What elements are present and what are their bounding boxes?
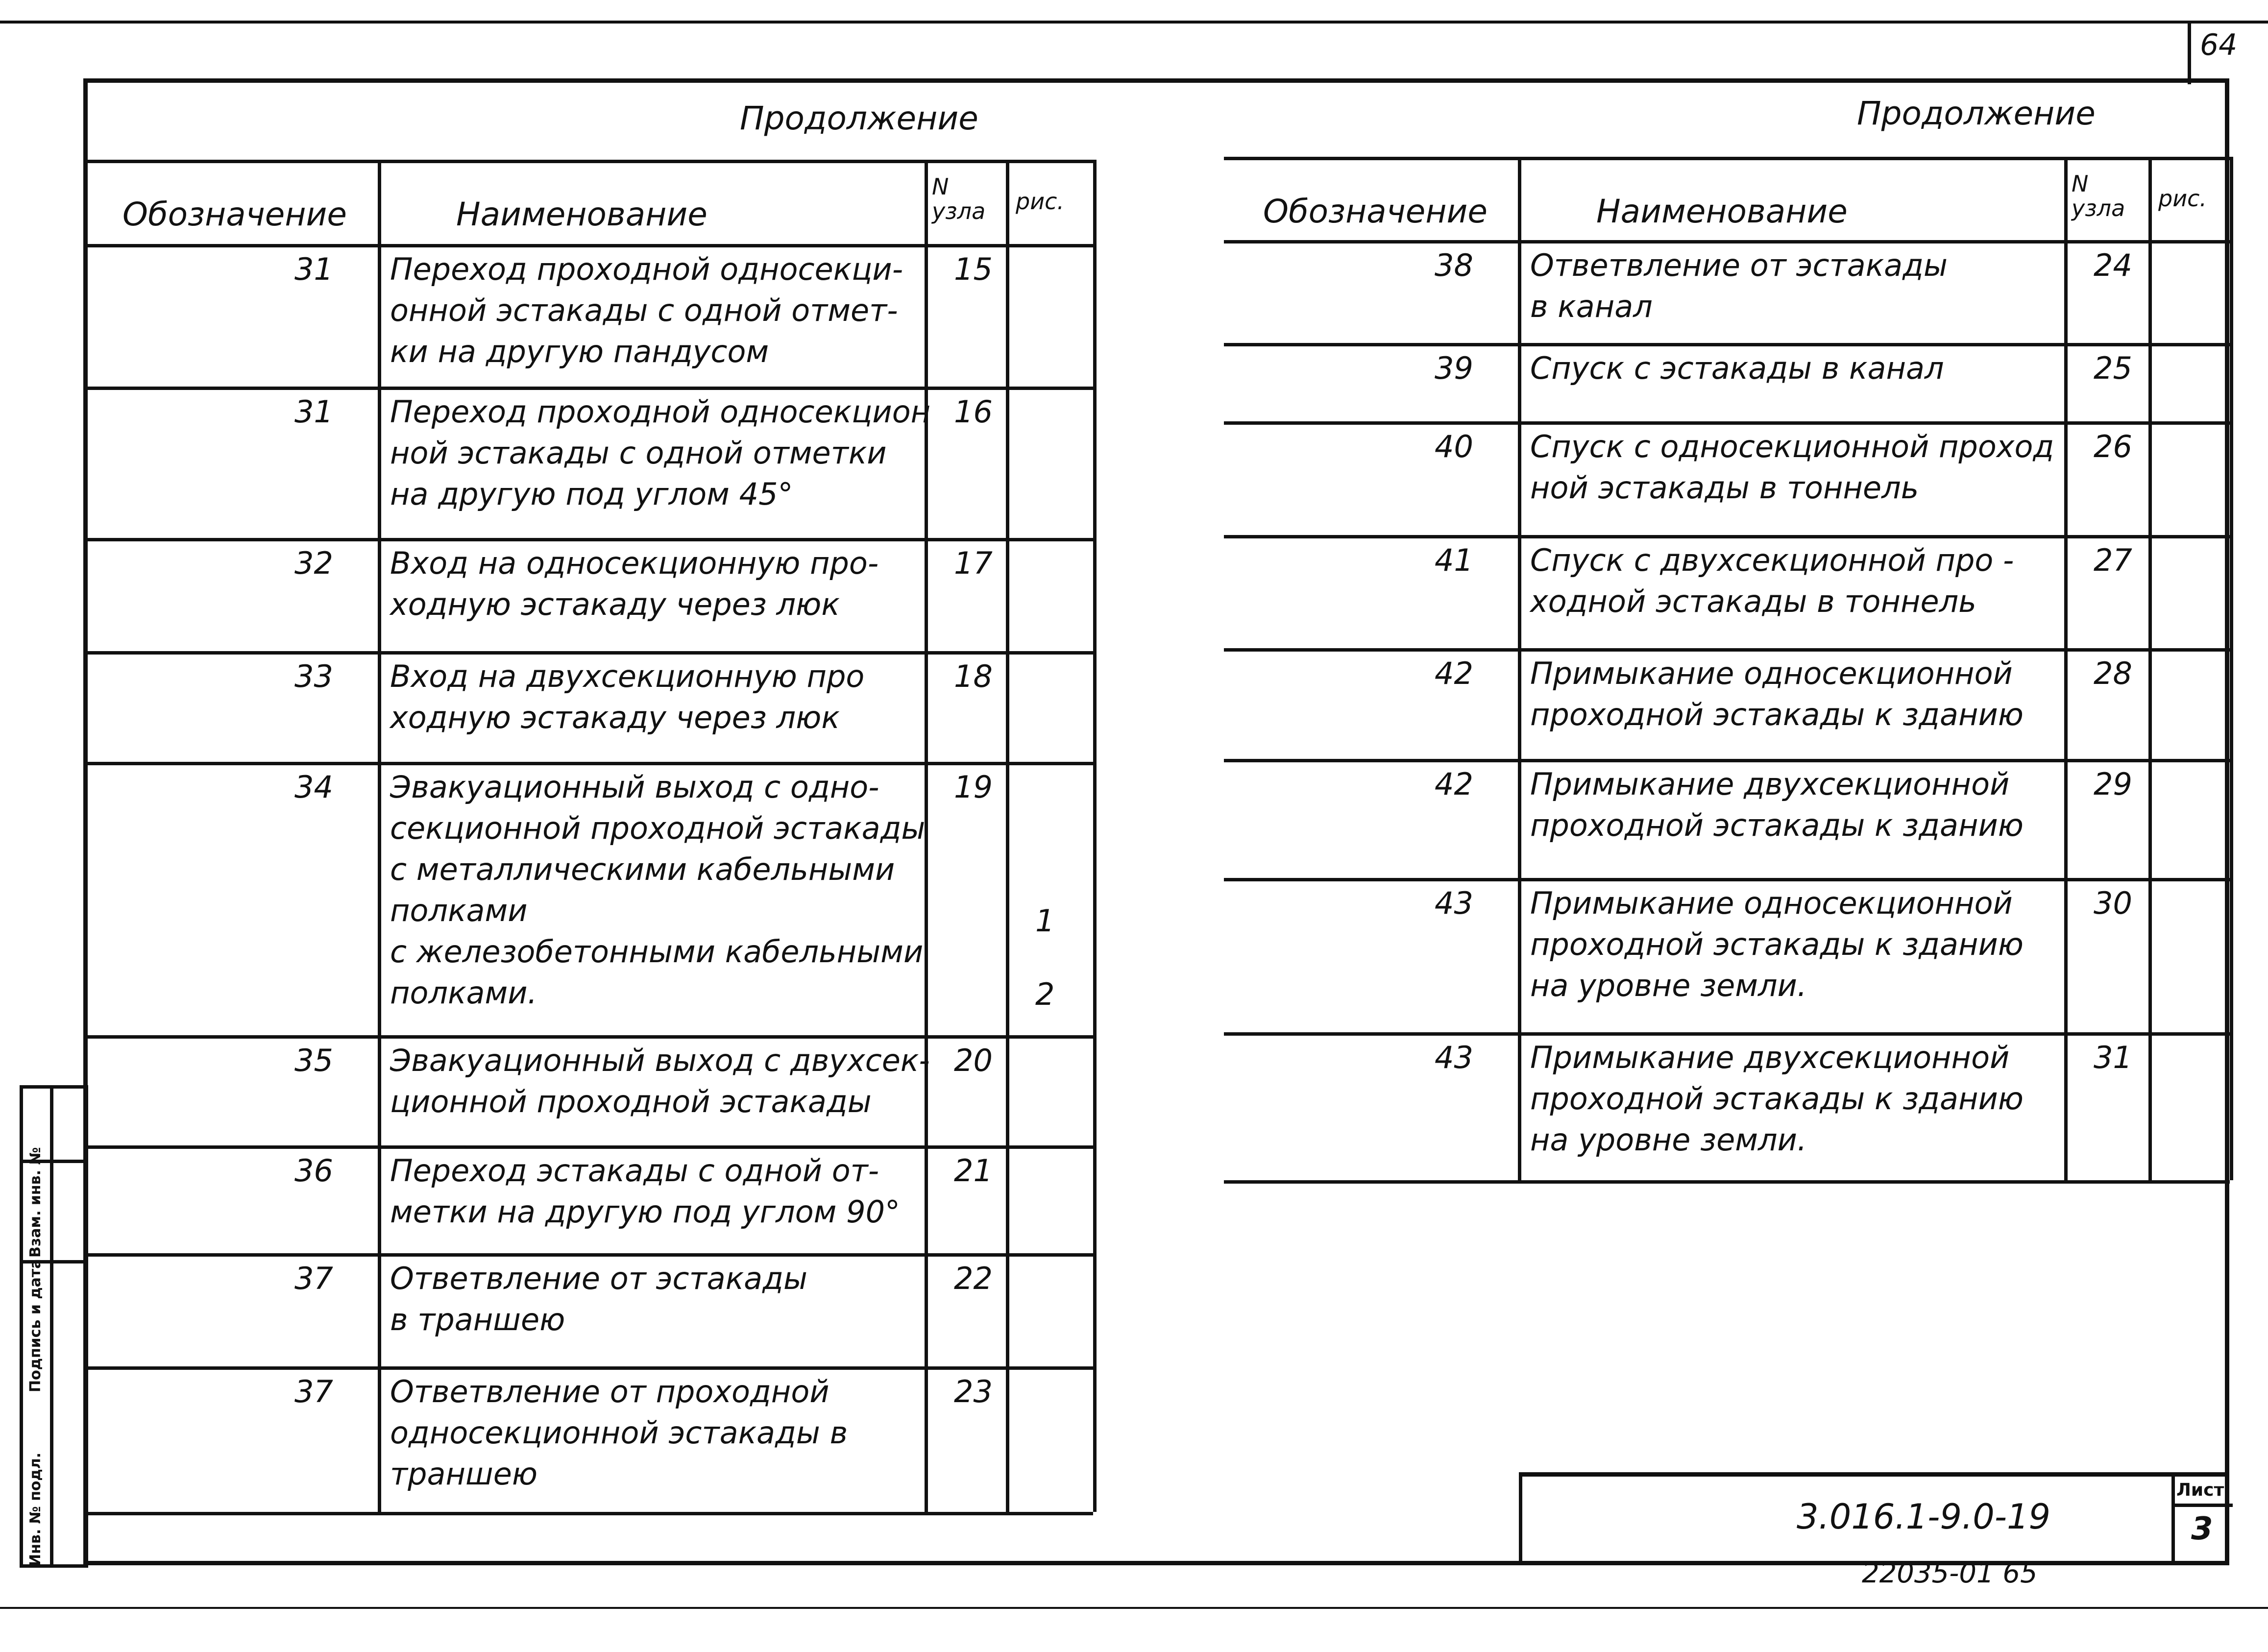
row-node: 17	[954, 545, 993, 581]
row-node: 20	[954, 1043, 993, 1078]
side-stamp	[20, 1085, 88, 1568]
page-number-box-edge	[2188, 21, 2191, 84]
row-designation: 40	[1435, 429, 1473, 464]
row-name: Переход проходной односекцион ной эстакады с одной отметки на другую под углом 45°	[390, 394, 931, 512]
row-name: Вход на односекционную про- ходную эстакаду через люк	[390, 545, 879, 622]
row-name: Эвакуационный выход с одно- секционной проходной эстакады с металлическими кабельными полками с железобетонными кабельными полками.	[390, 769, 926, 1011]
header-fig: рис.	[2158, 185, 2207, 212]
row-node: 22	[954, 1261, 993, 1296]
row-node: 23	[954, 1374, 993, 1409]
row-designation: 39	[1435, 350, 1473, 386]
row-node: 26	[2094, 429, 2132, 464]
row-name: Вход на двухсекционную про ходную эстакаду через люк	[390, 658, 865, 735]
row-name: Спуск с односекционной проход ной эстакады в тоннель	[1530, 429, 2054, 506]
row-node: 24	[2094, 247, 2132, 283]
row-designation: 42	[1435, 656, 1473, 691]
document-code: 3.016.1-9.0-19	[1797, 1497, 2051, 1537]
row-designation: 43	[1435, 1040, 1473, 1075]
row-designation: 43	[1435, 885, 1473, 921]
row-designation: 32	[294, 545, 333, 581]
row-node: 18	[954, 658, 993, 694]
row-name: Ответвление от проходной односекционной эстакады в траншею	[390, 1374, 848, 1492]
row-node: 25	[2094, 350, 2132, 386]
row-designation: 35	[294, 1043, 333, 1078]
row-name: Ответвление от эстакады в канал	[1530, 247, 1948, 324]
row-node: 21	[954, 1153, 993, 1189]
row-name: Примыкание односекционной проходной эстакады к зданию на уровне земли.	[1530, 885, 2024, 1003]
row-designation: 37	[294, 1374, 333, 1409]
row-designation: 33	[294, 658, 333, 694]
header-fig: рис.	[1016, 188, 1065, 215]
row-designation: 38	[1435, 247, 1473, 283]
row-designation: 34	[294, 769, 333, 805]
header-designation: Обозначение	[122, 195, 347, 233]
row-designation: 31	[294, 251, 333, 287]
stamp-signature-date: Подпись и дата	[27, 1259, 44, 1392]
row-node: 16	[954, 394, 993, 430]
header-node: N узла	[2072, 170, 2125, 221]
row-node: 31	[2094, 1040, 2132, 1075]
top-border-line	[0, 21, 2268, 24]
row-designation: 41	[1435, 542, 1473, 578]
row-node: 27	[2094, 542, 2132, 578]
row-name: Спуск с эстакады в канал	[1530, 350, 1944, 386]
row-name: Спуск с двухсекционной про - ходной эстакады в тоннель	[1530, 542, 2014, 619]
stamp-inv-orig: Инв. № подл.	[27, 1452, 44, 1566]
sheet-number: 3	[2191, 1511, 2213, 1547]
page-number: 64	[2200, 28, 2238, 62]
row-node: 19	[954, 769, 993, 805]
title-block	[1519, 1472, 2229, 1565]
row-name: Эвакуационный выход с двухсек- ционной проходной эстакады	[390, 1043, 930, 1119]
header-designation: Обозначение	[1263, 193, 1488, 230]
header-name: Наименование	[456, 195, 707, 233]
header-name: Наименование	[1596, 193, 1848, 230]
row-name: Ответвление от эстакады в траншею	[390, 1261, 807, 1337]
row-designation: 36	[294, 1153, 333, 1189]
stamp-replaced-inv: Взам. инв. №	[27, 1147, 44, 1258]
row-name: Примыкание двухсекционной проходной эстакады к зданию	[1530, 766, 2024, 843]
left_table-caption: Продолжение	[740, 99, 978, 137]
row-node: 29	[2094, 766, 2132, 802]
row-name: Примыкание односекционной проходной эстакады к зданию	[1530, 656, 2024, 732]
row-name: Примыкание двухсекционной проходной эстакады к зданию на уровне земли.	[1530, 1040, 2024, 1158]
row-designation: 42	[1435, 766, 1473, 802]
row-node: 30	[2094, 885, 2132, 921]
row-node: 28	[2094, 656, 2132, 691]
right_table-caption: Продолжение	[1857, 95, 2096, 132]
header-node: N узла	[932, 173, 986, 224]
row-designation: 37	[294, 1261, 333, 1296]
bottom-border-line	[0, 1607, 2268, 1609]
sheet-label: Лист	[2176, 1480, 2224, 1500]
row-name: Переход проходной односекци- онной эстакады с одной отмет- ки на другую пандусом	[390, 251, 903, 369]
footer-number: 22035-01 65	[1862, 1557, 2038, 1589]
row-node: 15	[954, 251, 993, 287]
row-name: Переход эстакады с одной от- метки на другую под углом 90°	[390, 1153, 901, 1230]
row-fig: 1 2	[1035, 903, 1055, 1012]
row-designation: 31	[294, 394, 333, 430]
